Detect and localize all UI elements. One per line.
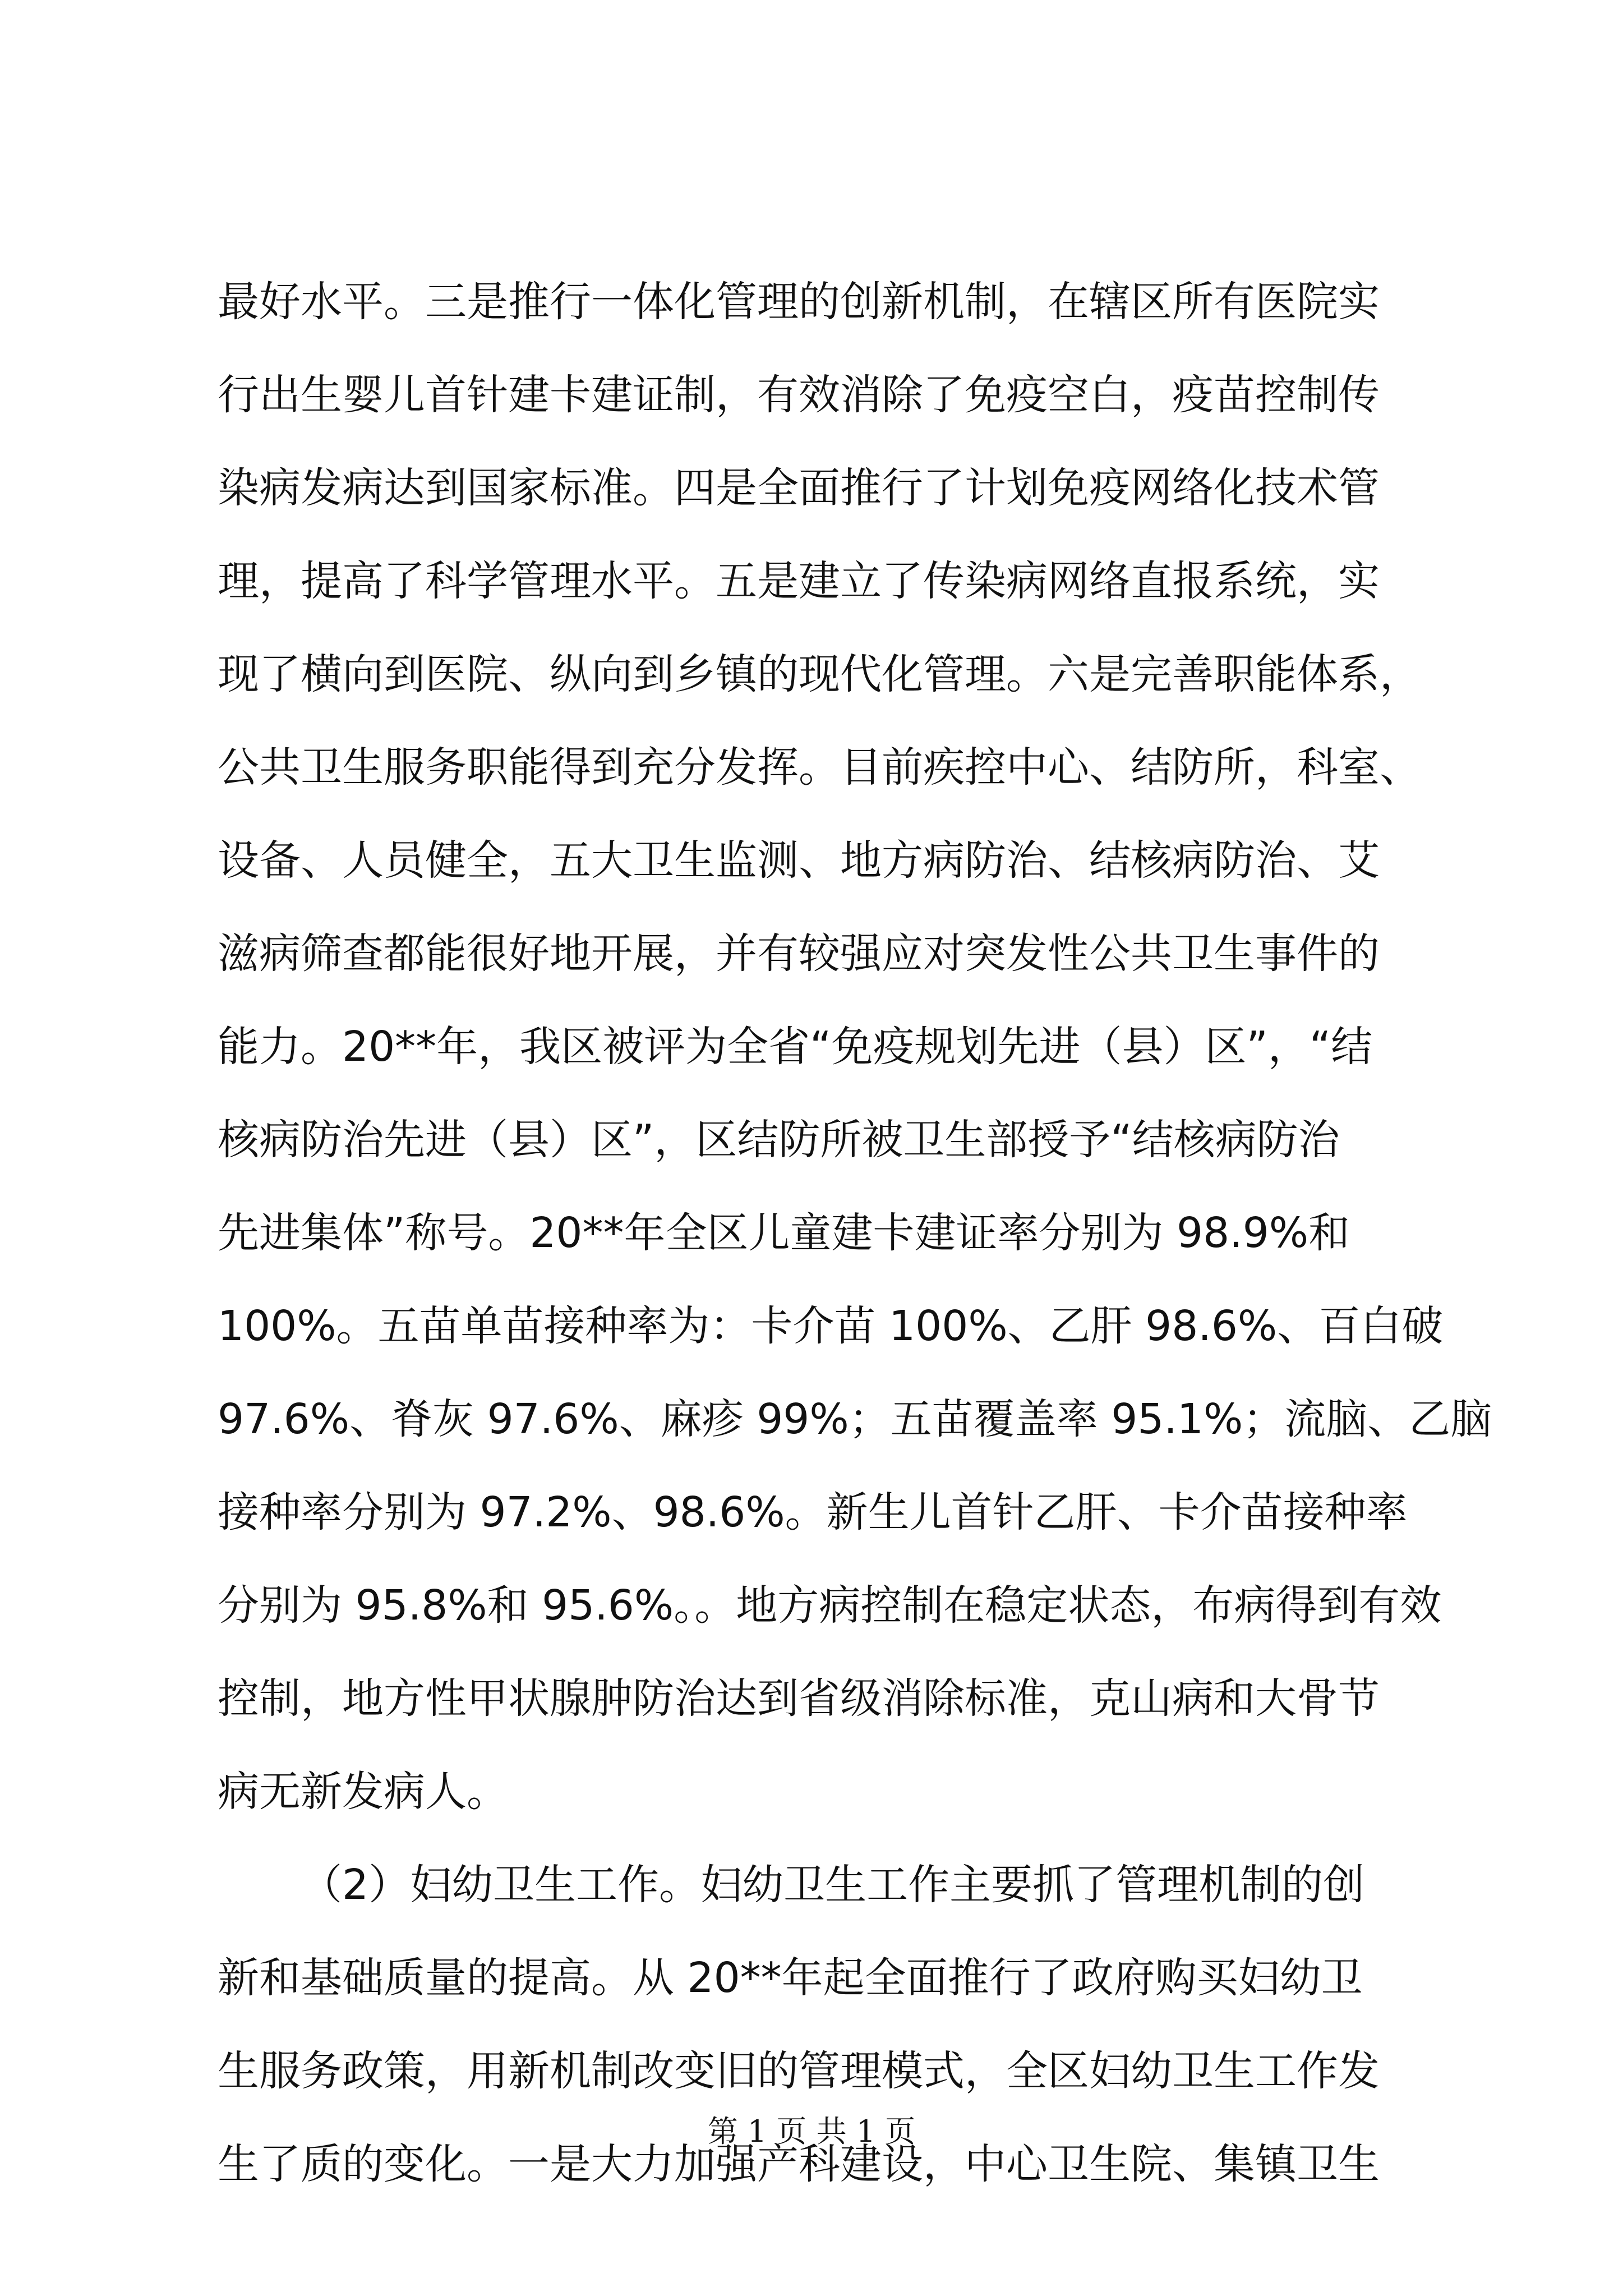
- text-line: 最好水平。三是推行一体化管理的创新机制，在辖区所有医院实: [218, 278, 1380, 326]
- text-line: 公共卫生服务职能得到充分发挥。目前疾控中心、结防所，科室、: [218, 743, 1421, 792]
- text-line: 理，提高了科学管理水平。五是建立了传染病网络直报系统，实: [218, 557, 1380, 605]
- text-line: 生服务政策，用新机制改变旧的管理模式，全区妇幼卫生工作发: [218, 2047, 1380, 2095]
- paragraph-start-line: （2）妇幼卫生工作。妇幼卫生工作主要抓了管理机制的创: [301, 1861, 1365, 1909]
- text-line: 设备、人员健全，五大卫生监测、地方病防治、结核病防治、艾: [218, 836, 1380, 885]
- text-line: 先进集体”称号。20**年全区儿童建卡建证率分别为 98.9%和: [218, 1209, 1350, 1257]
- text-line: 100%。五苗单苗接种率为：卡介苗 100%、乙肝 98.6%、百白破: [218, 1302, 1444, 1350]
- text-line: 生了质的变化。一是大力加强产科建设，中心卫生院、集镇卫生: [218, 2140, 1380, 2188]
- text-line: 染病发病达到国家标准。四是全面推行了计划免疫网络化技术管: [218, 464, 1380, 512]
- text-line: 核病防治先进（县）区”，区结防所被卫生部授予“结核病防治: [218, 1116, 1340, 1164]
- body-text: [218, 255, 1492, 2211]
- text-line: 现了横向到医院、纵向到乡镇的现代化管理。六是完善职能体系，: [218, 650, 1421, 698]
- text-line: 分别为 95.8%和 95.6%。。地方病控制在稳定状态，布病得到有效: [218, 1581, 1442, 1630]
- text-line: 滋病筛查都能很好地开展，并有较强应对突发性公共卫生事件的: [218, 930, 1380, 978]
- text-line: 行出生婴儿首针建卡建证制，有效消除了免疫空白，疫苗控制传: [218, 371, 1380, 419]
- text-line: 97.6%、脊灰 97.6%、麻疹 99%；五苗覆盖率 95.1%；流脑、乙脑: [218, 1395, 1492, 1443]
- text-line: 控制，地方性甲状腺肿防治达到省级消除标准，克山病和大骨节: [218, 1674, 1380, 1723]
- page-footer: 第 1 页 共 1 页: [707, 2114, 916, 2149]
- text-line: 接种率分别为 97.2%、98.6%。新生儿首针乙肝、卡介苗接种率: [218, 1488, 1408, 1536]
- text-line: 病无新发病人。: [218, 1768, 508, 1816]
- text-line: 能力。20**年，我区被评为全省“免疫规划先进（县）区”，“结: [218, 1023, 1373, 1071]
- text-line: 新和基础质量的提高。从 20**年起全面推行了政府购买妇幼卫: [218, 1954, 1363, 2002]
